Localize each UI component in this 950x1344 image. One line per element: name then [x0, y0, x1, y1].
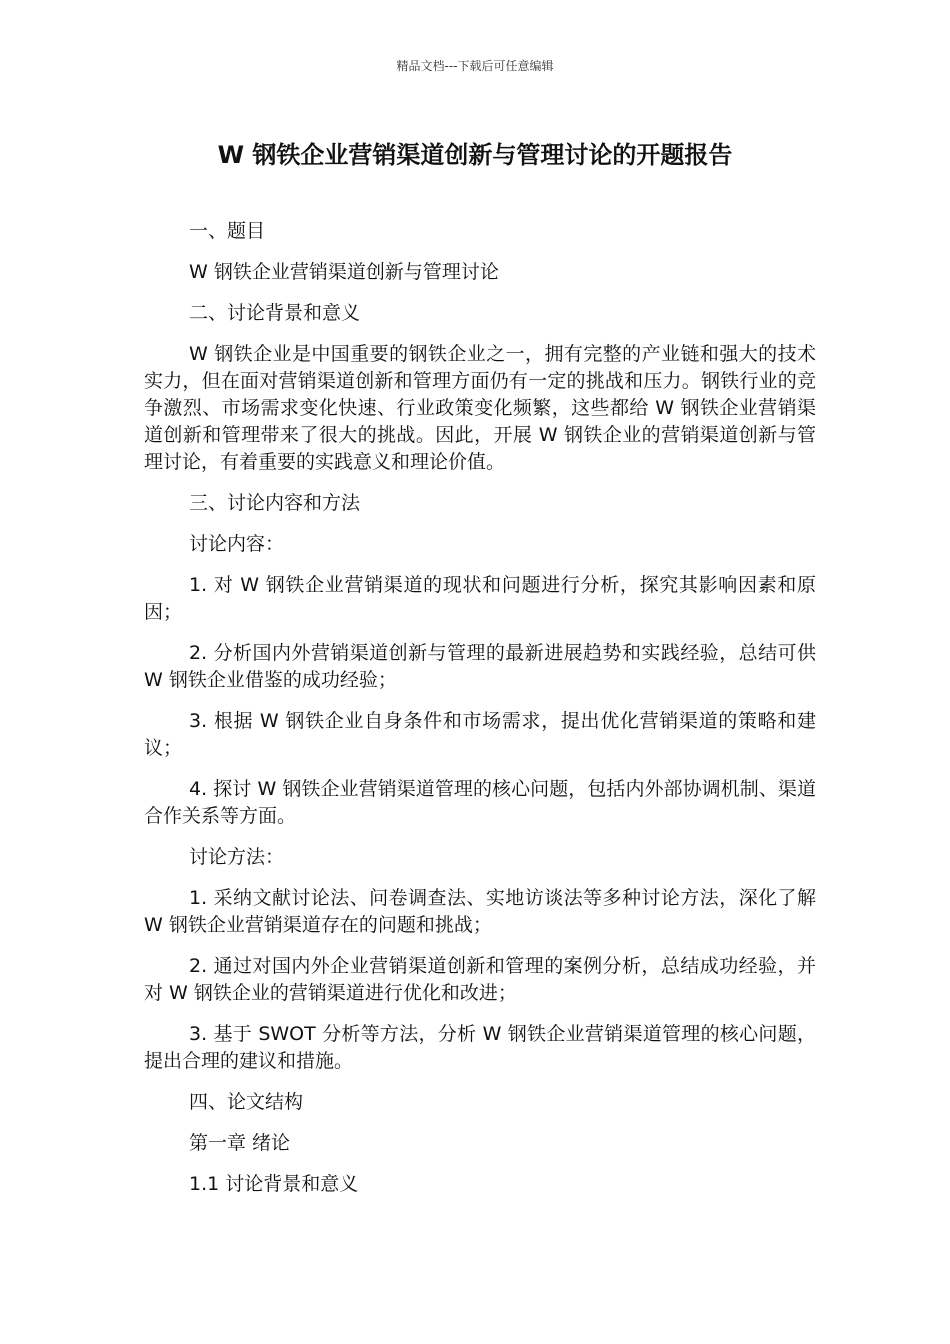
chapter-heading-1: 第一章 绪论	[189, 1132, 291, 1154]
method-item-2: 2. 通过对国内外企业营销渠道创新和管理的案例分析，总结成功经验，并对 W 钢铁企业的营销渠道进行优化和改进；	[144, 955, 816, 1004]
content-item-1: 1. 对 W 钢铁企业营销渠道的现状和问题进行分析，探究其影响因素和原因；	[144, 574, 816, 623]
content-item-3: 3. 根据 W 钢铁企业自身条件和市场需求，提出优化营销渠道的策略和建议；	[144, 710, 816, 759]
method-item-3: 3. 基于 SWOT 分析等方法，分析 W 钢铁企业营销渠道管理的核心问题，提出合理的建议和措施。	[144, 1023, 816, 1072]
chapter-subheading-1-1: 1.1 讨论背景和意义	[189, 1173, 359, 1195]
header-note: 精品文档---下载后可任意编辑	[396, 59, 554, 73]
section-heading-topic: 一、题目	[189, 220, 266, 242]
document-title: W 钢铁企业营销渠道创新与管理讨论的开题报告	[217, 141, 733, 169]
background-paragraph: W 钢铁企业是中国重要的钢铁企业之一，拥有完整的产业链和强大的技术实力，但在面对营销渠道创新和管理方面仍有一定的挑战和压力。钢铁行业的竞争激烈、市场需求变化快速、行业政策变化频繁，这些都给 W 钢铁企业营销渠道创新和管理带来了很大的挑战。因此，开展 W 钢铁企业的营销渠道创新与管理讨论，有着重要的实践意义和理论价值。	[144, 343, 816, 473]
topic-text: W 钢铁企业营销渠道创新与管理讨论	[189, 261, 499, 283]
section-heading-content-method: 三、讨论内容和方法	[189, 492, 361, 514]
method-item-1: 1. 采纳文献讨论法、问卷调查法、实地访谈法等多种讨论方法，深化了解 W 钢铁企业营销渠道存在的问题和挑战；	[144, 887, 816, 936]
section-heading-structure: 四、论文结构	[189, 1091, 304, 1113]
content-item-2: 2. 分析国内外营销渠道创新与管理的最新进展趋势和实践经验，总结可供 W 钢铁企业借鉴的成功经验；	[144, 642, 816, 691]
section-heading-background: 二、讨论背景和意义	[189, 302, 361, 324]
subheading-method: 讨论方法：	[189, 846, 285, 868]
document-body	[144, 218, 816, 1212]
subheading-content: 讨论内容：	[189, 533, 285, 555]
content-item-4: 4. 探讨 W 钢铁企业营销渠道管理的核心问题，包括内外部协调机制、渠道合作关系等方面。	[144, 778, 816, 827]
